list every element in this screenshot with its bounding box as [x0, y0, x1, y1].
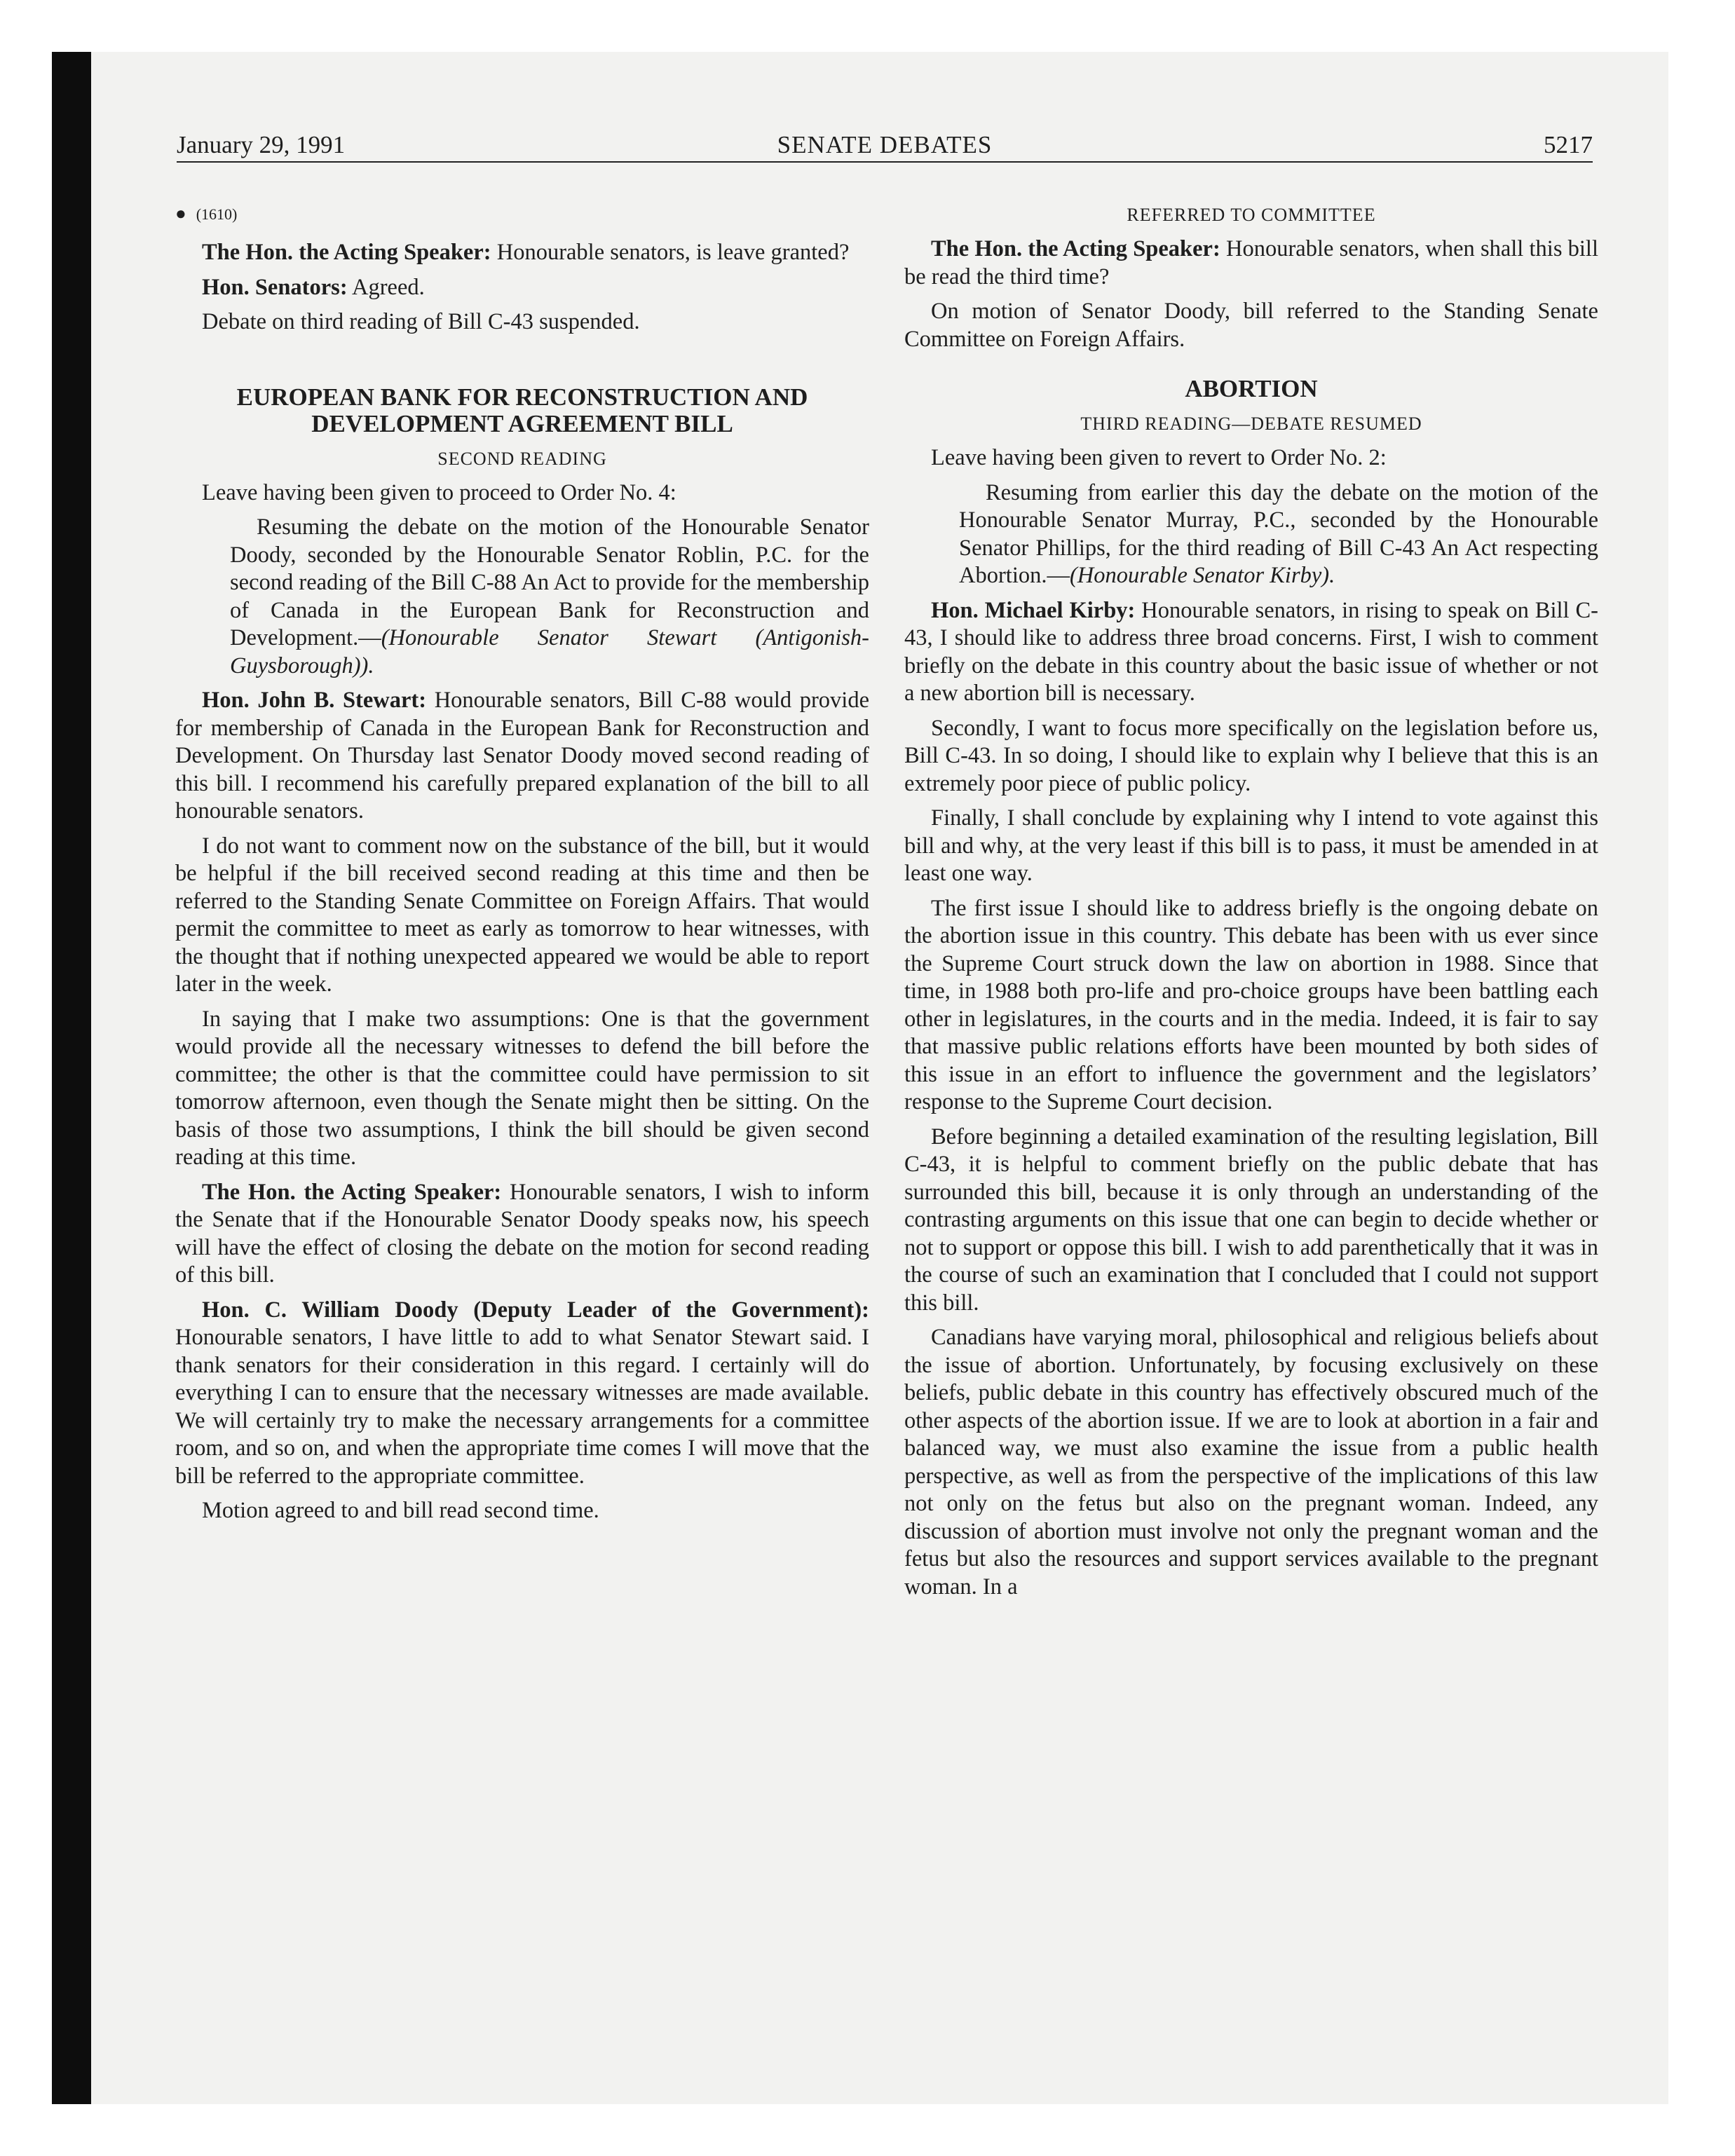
paragraph: On motion of Senator Doody, bill referred to the Standing Senate Committee on Foreign Affairs.	[904, 299, 1598, 352]
speaker-name: The Hon. the Acting Speaker:	[931, 236, 1220, 261]
quote-text: Resuming from earlier this day the debate on the motion of the Honourable Senator Murray, P.C., seconded by the Honourable Senator Phillips, for the third reading of Bill C-43 An Act respecting Abortion.—	[959, 479, 1598, 588]
subheading: THIRD READING—DEBATE RESUMED	[1080, 414, 1422, 434]
paragraph: Motion agreed to and bill read second time.	[202, 1498, 599, 1523]
quote-attribution: (Honourable Senator Stewart (Antigonish-Guysborough)).	[230, 625, 869, 678]
quote-text: Resuming the debate on the motion of the Honourable Senator Doody, seconded by the Honourable Senator Roblin, P.C. for the second reading of the Bill C-88 An Act to provide for the membership of Canada in the European Bank for Reconstruction and Development.—	[230, 514, 869, 650]
paragraph	[904, 597, 1598, 708]
speaker-name: Hon. Michael Kirby:	[931, 597, 1136, 623]
right-column	[904, 203, 1598, 1608]
paragraph	[175, 274, 869, 302]
paragraph	[175, 239, 869, 267]
motion-quote	[230, 514, 869, 680]
speaker-name: Hon. Senators:	[202, 274, 348, 300]
paragraph: Finally, I shall conclude by explaining why I intend to vote against this bill and why, at the very least if this bill is to pass, it must be amended in at least one way.	[904, 805, 1598, 886]
header-rule	[177, 161, 1593, 163]
paragraph: Before beginning a detailed examination of the resulting legislation, Bill C-43, it is helpful to comment briefly on the public debate that has surrounded this bill, because it is only through an understanding of the contrasting arguments on this issue that one can begin to decide whether or not to support or oppose this bill. I wish to add parenthetically that it was in the course of such an examination that I concluded that I could not support this bill.	[904, 1124, 1598, 1316]
section-heading	[175, 384, 869, 437]
speaker-name: The Hon. the Acting Speaker:	[202, 1179, 502, 1205]
paragraph: Leave having been given to proceed to Order No. 4:	[202, 479, 676, 505]
time-marker	[175, 203, 869, 225]
quote-attribution: (Honourable Senator Kirby).	[1069, 563, 1335, 588]
motion-quote	[959, 479, 1598, 590]
binding-edge	[52, 52, 91, 2104]
paragraph: The first issue I should like to address briefly is the ongoing debate on the abortion issue in this country. This debate has been with us ever since the Supreme Court struck down the law on abortion in 1988. Since that time, in 1988 both pro-life and pro-choice groups have been battling each other in legislatures, in the courts and in the media. Indeed, it is fair to say that massive public relations efforts have been mounted by both sides of this issue in an effort to influence the government and the legislators’ response to the Supreme Court decision.	[904, 895, 1598, 1114]
paragraph: Leave having been given to revert to Order No. 2:	[931, 445, 1387, 470]
speech-text: Honourable senators, when shall this bill be read the third time?	[904, 236, 1598, 289]
section-heading: ABORTION	[1185, 375, 1318, 402]
paragraph	[175, 1179, 869, 1290]
page-number: 5217	[1544, 131, 1593, 158]
speaker-name: The Hon. the Acting Speaker:	[202, 240, 491, 265]
section-heading-line: EUROPEAN BANK FOR RECONSTRUCTION AND	[236, 383, 808, 411]
speech-text: Honourable senators, Bill C-88 would provide for membership of Canada in the European Bank for Reconstruction and Development. On Thursday last Senator Doody moved second reading of this bill. I recommend his carefully prepared explanation of the bill to all honourable senators.	[175, 688, 870, 824]
subheading: REFERRED TO COMMITTEE	[1127, 205, 1376, 225]
time-marker-text: (1610)	[196, 205, 238, 223]
speech-text: Honourable senators, I wish to inform the Senate that if the Honourable Senator Doody speaks now, his speech will have the effect of closing the debate on the motion for second reading of this bill.	[175, 1179, 869, 1288]
subheading: SECOND READING	[437, 448, 607, 469]
paragraph: Canadians have varying moral, philosophical and religious beliefs about the issue of abortion. Unfortunately, by focusing exclusively on these beliefs, public debate in this country has effectively obscured much of the other aspects of the abortion issue. If we are to look at abortion in a fair and balanced way, we must also examine the issue from a public health perspective, as well as from the perspective of the implications of this law not only on the fetus but also on the pregnant woman. Indeed, any discussion of abortion must involve not only the pregnant woman and the fetus but also the resources and support services available to the pregnant woman. In a	[904, 1325, 1598, 1599]
header-publication: SENATE DEBATES	[777, 131, 993, 158]
paragraph: Secondly, I want to focus more specifically on the legislation before us, Bill C-43. In so doing, I should like to explain why I believe that this is an extremely poor piece of public policy.	[904, 715, 1598, 796]
running-header	[177, 129, 1593, 164]
header-date: January 29, 1991	[177, 131, 346, 158]
section-heading-line: DEVELOPMENT AGREEMENT BILL	[311, 409, 733, 437]
speech-text: Agreed.	[347, 274, 425, 300]
left-column	[175, 203, 869, 1532]
paragraph	[175, 687, 869, 826]
paragraph: Debate on third reading of Bill C-43 suspended.	[202, 309, 640, 334]
speech-text: Honourable senators, in rising to speak on Bill C-43, I should like to address three broad concerns. First, I wish to comment briefly on the debate in this country about the basic issue of whether or not a new abortion bill is necessary.	[904, 597, 1598, 706]
paragraph	[175, 1297, 869, 1491]
speech-text: Honourable senators, I have little to add to what Senator Stewart said. I thank senators for their consideration in this regard. I certainly will do everything I can to ensure that the necessary witnesses are made available. We will certainly try to make the necessary arrangements for a committee room, and so on, and when the appropriate time comes I will move that the bill be referred to the appropriate committee.	[175, 1325, 869, 1489]
speaker-name: Hon. John B. Stewart:	[202, 688, 427, 713]
bullet-icon: ●	[175, 203, 186, 224]
paragraph: I do not want to comment now on the substance of the bill, but it would be helpful if the bill received second reading at this time and then be referred to the Standing Senate Committee on Foreign Affairs. That would permit the committee to meet as early as tomorrow to hear witnesses, with the thought that if nothing unexpected appeared we would be able to report later in the week.	[175, 833, 869, 997]
paragraph: In saying that I make two assumptions: One is that the government would provide all the necessary witnesses to defend the bill before the committee; the other is that the committee could have permission to sit tomorrow afternoon, even though the Senate might then be sitting. On the basis of those two assumptions, I think the bill should be given second reading at this time.	[175, 1006, 869, 1170]
speech-text: Honourable senators, is leave granted?	[491, 240, 850, 265]
speaker-name: Hon. C. William Doody (Deputy Leader of the Government):	[202, 1297, 869, 1323]
paragraph	[904, 236, 1598, 291]
